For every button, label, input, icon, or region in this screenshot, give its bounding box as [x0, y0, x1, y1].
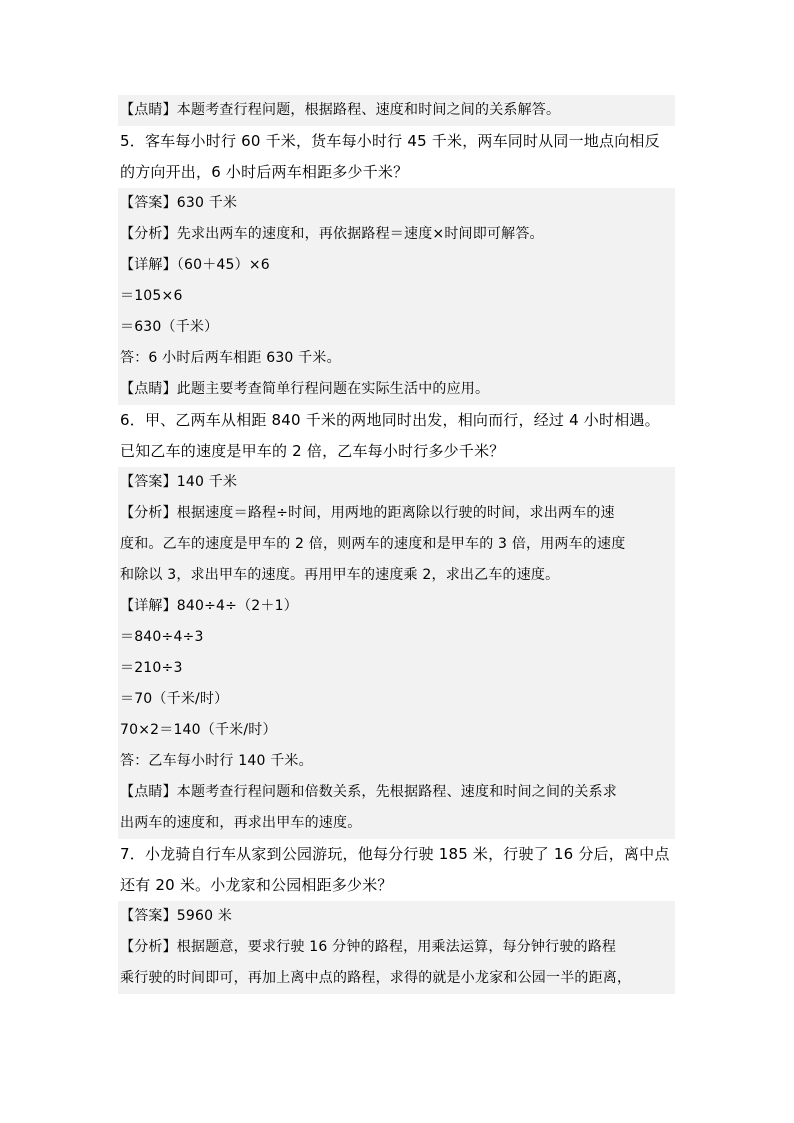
solution-line: 答：6 小时后两车相距 630 千米。 [118, 343, 675, 374]
question-line: 6．甲、乙两车从相距 840 千米的两地同时出发，相向而行，经过 4 小时相遇。 [120, 411, 660, 429]
solution-line: 【点睛】此题主要考查简单行程问题在实际生活中的应用。 [118, 374, 675, 405]
solution-line: ＝105×6 [118, 281, 675, 312]
solution-line: 【点睛】本题考查行程问题和倍数关系，先根据路程、速度和时间之间的关系求 [118, 777, 675, 808]
solution-line: ＝70（千米/时） [118, 684, 675, 715]
solution-line: ＝630（千米） [118, 312, 675, 343]
solution-line: 70×2＝140（千米/时） [118, 715, 675, 746]
question-line: 7．小龙骑自行车从家到公园游玩，他每分行驶 185 米，行驶了 16 分后，离中点 [120, 845, 670, 863]
solution-line: 【分析】先求出两车的速度和，再依据路程＝速度×时间即可解答。 [118, 219, 675, 250]
solution-line: 【分析】根据速度＝路程÷时间，用两地的距离除以行驶的时间，求出两车的速 [118, 498, 675, 529]
solution-line: 出两车的速度和，再求出甲车的速度。 [118, 808, 675, 839]
question-line: 5．客车每小时行 60 千米，货车每小时行 45 千米，两车同时从同一地点向相反 [120, 132, 660, 150]
question-line: 已知乙车的速度是甲车的 2 倍，乙车每小时行多少千米？ [120, 442, 505, 460]
solution-line: ＝210÷3 [118, 653, 675, 684]
solution-line: 乘行驶的时间即可，再加上离中点的路程，求得的就是小龙家和公园一半的距离， [118, 963, 675, 994]
solution-line: 和除以 3，求出甲车的速度。再用甲车的速度乘 2，求出乙车的速度。 [118, 560, 675, 591]
solution-line: 【答案】630 千米 [118, 188, 675, 219]
solution-line: 【答案】140 千米 [118, 467, 675, 498]
solution-line: 【详解】（60＋45）×6 [118, 250, 675, 281]
solution-line: 答：乙车每小时行 140 千米。 [118, 746, 675, 777]
question-line: 的方向开出，6 小时后两车相距多少千米？ [120, 163, 409, 181]
solution-line: 【详解】840÷4÷（2＋1） [118, 591, 675, 622]
solution-line: ＝840÷4÷3 [118, 622, 675, 653]
solution-line: 度和。乙车的速度是甲车的 2 倍，则两车的速度和是甲车的 3 倍，用两车的速度 [118, 529, 675, 560]
solution-line: 【分析】根据题意，要求行驶 16 分钟的路程，用乘法运算，每分钟行驶的路程 [118, 932, 675, 963]
question-line: 还有 20 米。小龙家和公园相距多少米？ [120, 876, 393, 894]
document-body [118, 95, 675, 994]
solution-line: 【答案】5960 米 [118, 901, 675, 932]
solution-line: 【点睛】本题考查行程问题，根据路程、速度和时间之间的关系解答。 [118, 95, 675, 126]
